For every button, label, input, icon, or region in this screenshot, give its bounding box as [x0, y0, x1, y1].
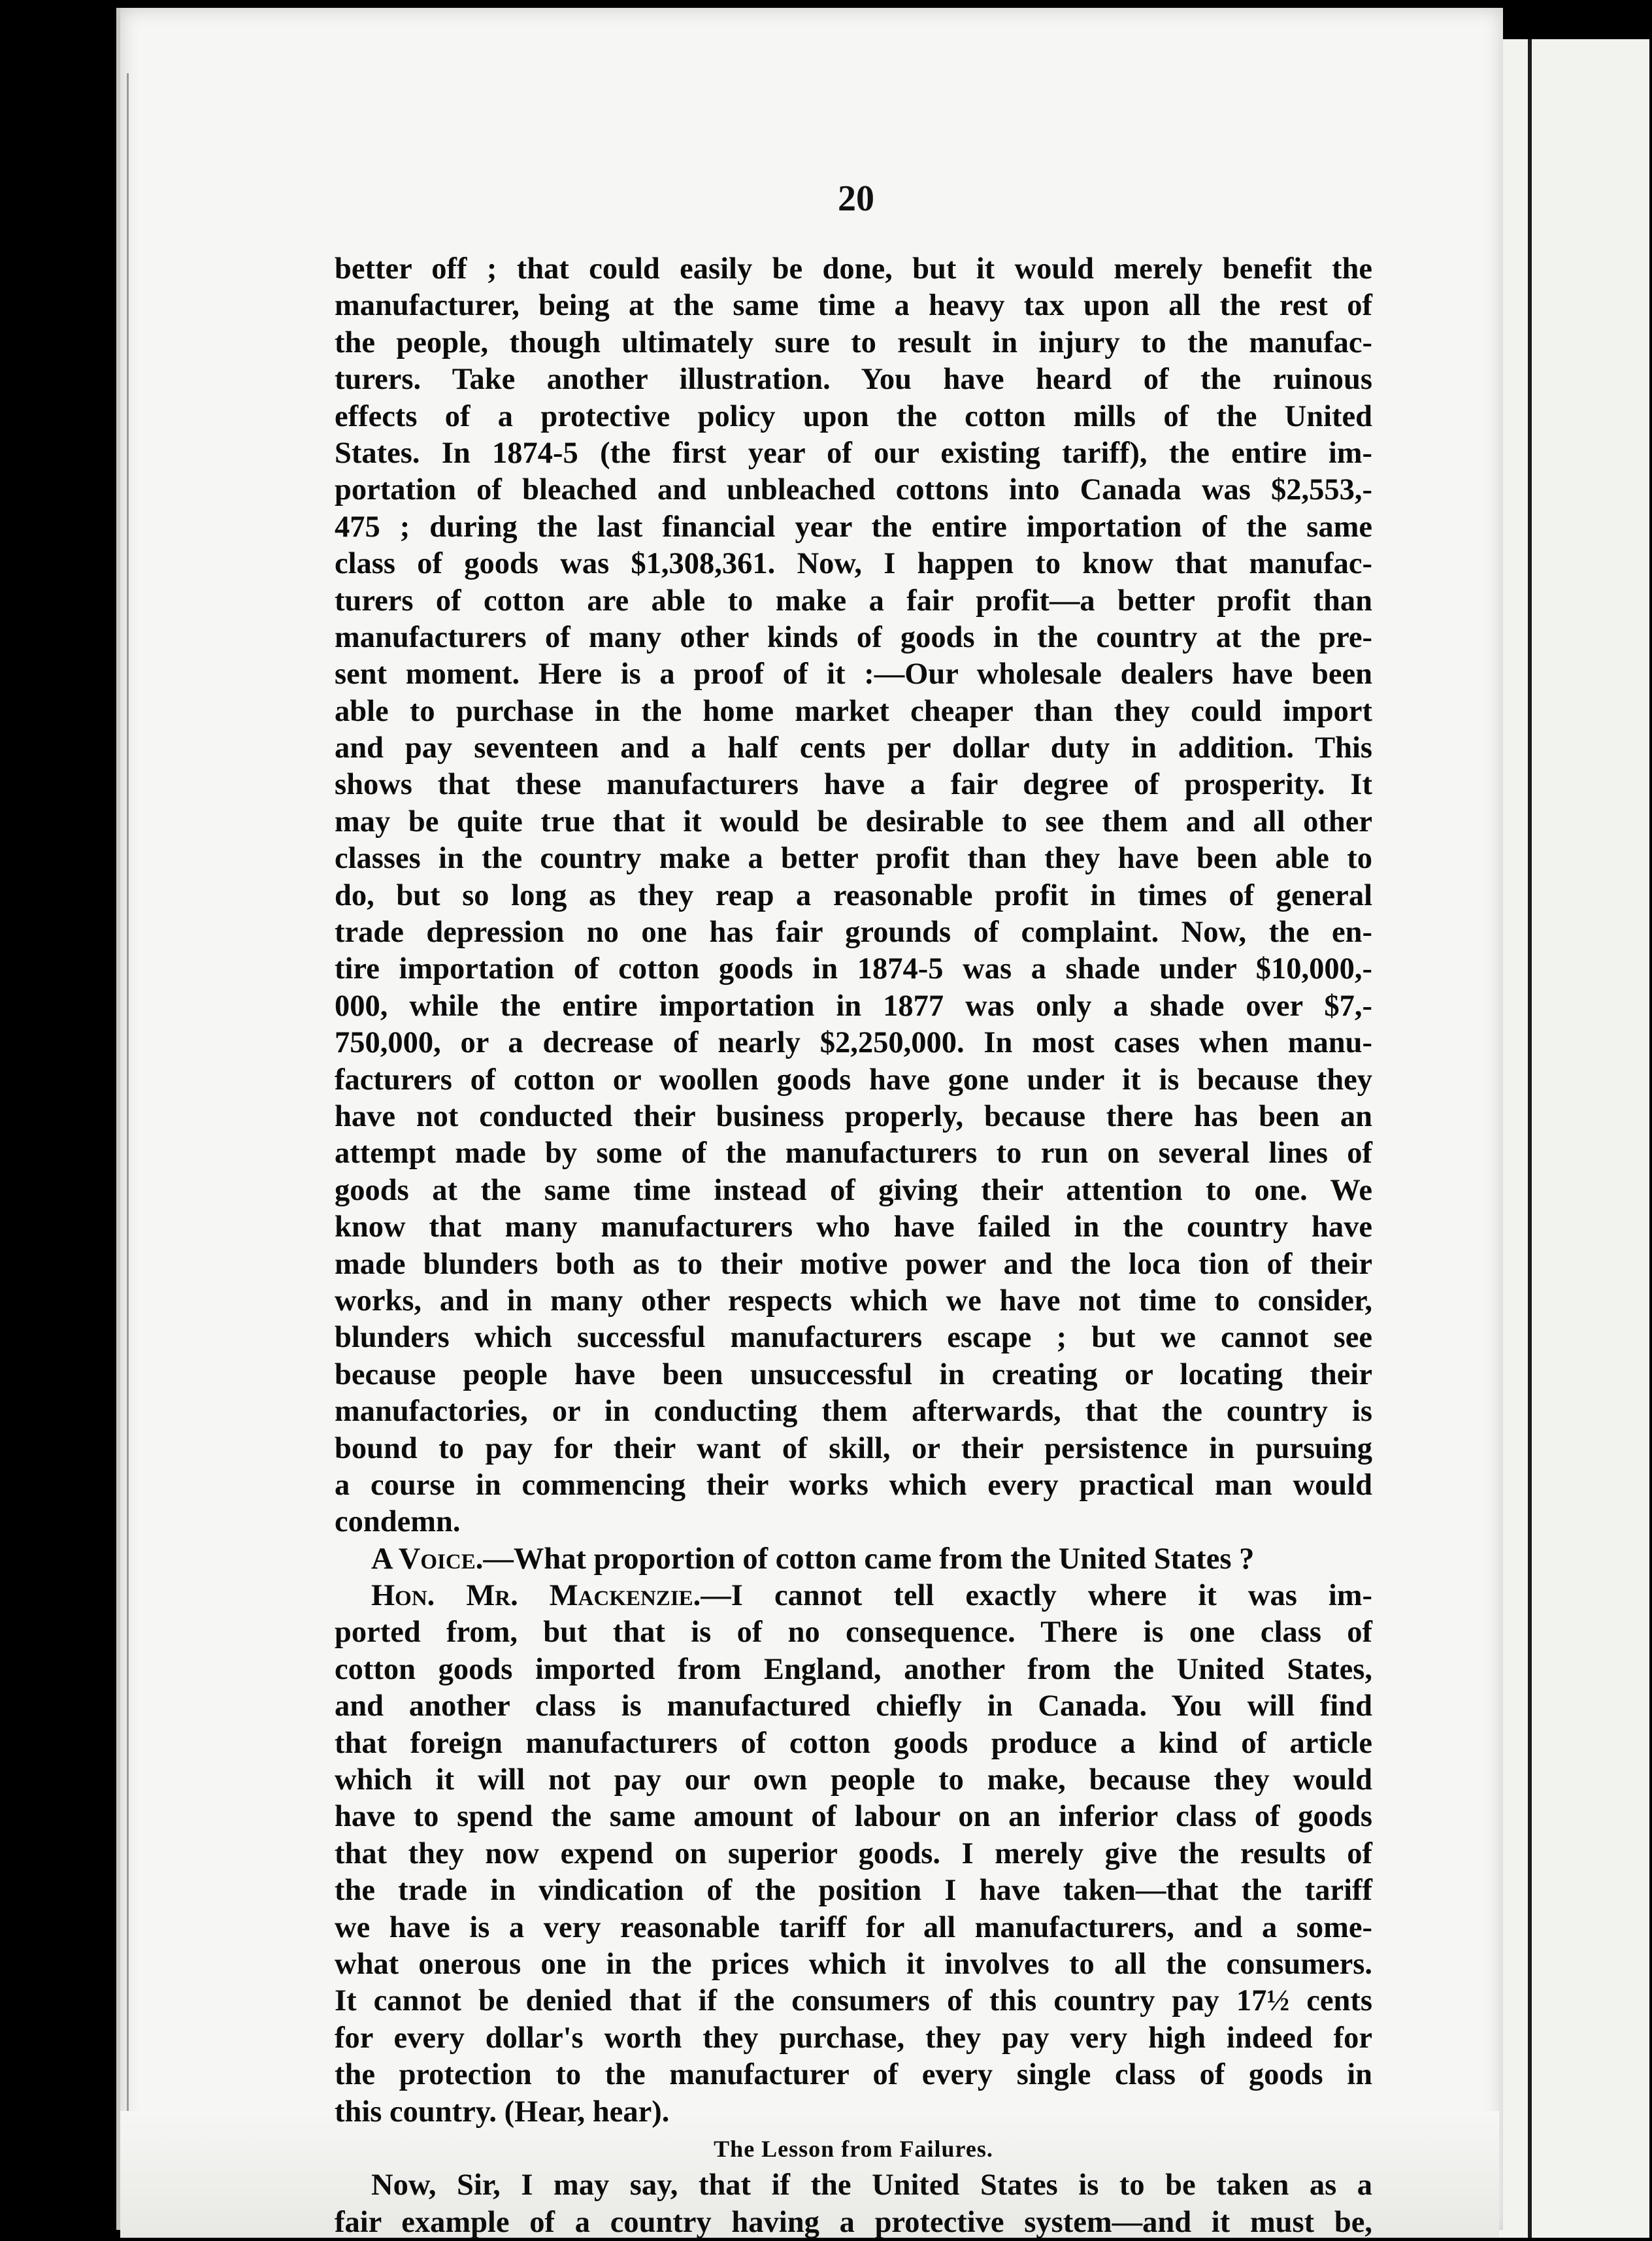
text-line: for every dollar's worth they purchase, they pay very high indeed for [335, 2021, 1372, 2055]
text-line: know that many manufacturers who have failed in the country have [335, 1210, 1372, 1244]
text-line: have not conducted their business properly, because there has been an [335, 1099, 1372, 1133]
text-line: classes in the country make a better profit than they have been able to [335, 842, 1372, 876]
text-line: may be quite true that it would be desirable to see them and all other [335, 805, 1372, 838]
facing-page-edge [1499, 39, 1649, 2238]
text-line: and another class is manufactured chiefly in Canada. You will find [335, 1689, 1372, 1723]
speaker-name: A Voice. [371, 1542, 484, 1576]
text-line: able to purchase in the home market cheaper than they could import [335, 694, 1372, 728]
voice-question-line [335, 1541, 1372, 1578]
text-line: 475 ; during the last financial year the entire importation of the same [335, 510, 1372, 544]
text-line: class of goods was $1,308,361. Now, I happen to know that manufac- [335, 547, 1372, 581]
text-line: goods at the same time instead of giving their attention to one. We [335, 1173, 1372, 1207]
text-line: sent moment. Here is a proof of it :—Our wholesale dealers have been [335, 657, 1372, 691]
text-line: 000, while the entire importation in 1877 was only a shade over $7,- [335, 989, 1372, 1023]
text-line: that foreign manufacturers of cotton goods produce a kind of article [335, 1726, 1372, 1760]
voice-question-text: —What proportion of cotton came from the United States ? [483, 1542, 1255, 1576]
text-line: Now, Sir, I may say, that if the United States is to be taken as a [371, 2168, 1372, 2202]
text-line: do, but so long as they reap a reasonable profit in times of general [335, 878, 1372, 912]
text-line: turers. Take another illustration. You have heard of the ruinous [335, 363, 1372, 397]
text-line: effects of a protective policy upon the cotton mills of the United [335, 399, 1372, 433]
text-line: made blunders both as to their motive power and the loca tion of their [335, 1247, 1372, 1281]
text-line: attempt made by some of the manufacturers to run on several lines of [335, 1137, 1372, 1170]
text-line: It cannot be denied that if the consumers of this country pay 17½ cents [335, 1984, 1372, 2018]
text-line: the trade in vindication of the position I have taken—that the tariff [335, 1874, 1372, 1908]
text-line: and pay seventeen and a half cents per dollar duty in addition. This [335, 731, 1372, 765]
body-text [335, 251, 1372, 2241]
page-number: 20 [838, 178, 874, 219]
text-line: we have is a very reasonable tariff for all manufacturers, and a some- [335, 1910, 1372, 1944]
text-line: because people have been unsuccessful in creating or locating their [335, 1357, 1372, 1391]
text-line: a course in commencing their works which every practical man would [335, 1468, 1372, 1502]
text-line: facturers of cotton or woollen goods have gone under it is because they [335, 1063, 1372, 1097]
text-line: States. In 1874-5 (the first year of our existing tariff), the entire im- [335, 436, 1372, 470]
text-line: ported from, but that is of no consequence. There is one class of [335, 1616, 1372, 1650]
text-line: condemn. [335, 1505, 461, 1539]
section-heading: The Lesson from Failures. [714, 2135, 993, 2162]
text-line: blunders which successful manufacturers escape ; but we cannot see [335, 1321, 1372, 1355]
speaker-name: Hon. Mr. Mackenzie. [371, 1579, 701, 1613]
text-line: cotton goods imported from England, another from the United States, [335, 1652, 1372, 1686]
text-line: have to spend the same amount of labour on an inferior class of goods [335, 1800, 1372, 1834]
text-line: this country. (Hear, hear). [335, 2095, 670, 2129]
reply-first-text: —I cannot tell exactly where it was im- [701, 1579, 1372, 1613]
text-line: 750,000, or a decrease of nearly $2,250,000. In most cases when manu- [335, 1026, 1372, 1060]
text-line: works, and in many other respects which we have not time to consider, [335, 1284, 1372, 1318]
text-line: shows that these manufacturers have a fair degree of prosperity. It [335, 768, 1372, 802]
text-line: portation of bleached and unbleached cottons into Canada was $2,553,- [335, 473, 1372, 507]
text-line: the protection to the manufacturer of every single class of goods in [335, 2058, 1372, 2092]
text-line: turers of cotton are able to make a fair profit—a better profit than [335, 584, 1372, 618]
text-line: better off ; that could easily be done, but it would merely benefit the [335, 252, 1372, 286]
text-line: manufacturer, being at the same time a heavy tax upon all the rest of [335, 289, 1372, 323]
text-line: the people, though ultimately sure to result in injury to the manufac- [335, 325, 1372, 359]
text-line: bound to pay for their want of skill, or their persistence in pursuing [335, 1431, 1372, 1465]
page-margin-rule [127, 73, 129, 2119]
text-line: what onerous one in the prices which it involves to all the consumers. [335, 1947, 1372, 1981]
text-line: trade depression no one has fair grounds of complaint. Now, the en- [335, 916, 1372, 950]
text-line: manufactories, or in conducting them afterwards, that the country is [335, 1395, 1372, 1429]
text-line: which it will not pay our own people to make, because they would [335, 1763, 1372, 1797]
binding-edge-line [1528, 39, 1532, 2238]
text-line: that they now expend on superior goods. I merely give the results of [335, 1836, 1372, 1870]
text-line: tire importation of cotton goods in 1874-5 was a shade under $10,000,- [335, 952, 1372, 986]
text-line: manufacturers of many other kinds of goods in the country at the pre- [335, 620, 1372, 654]
text-line: fair example of a country having a protective system—and it must be, [335, 2205, 1372, 2239]
reply-first-line [335, 1578, 1372, 1614]
